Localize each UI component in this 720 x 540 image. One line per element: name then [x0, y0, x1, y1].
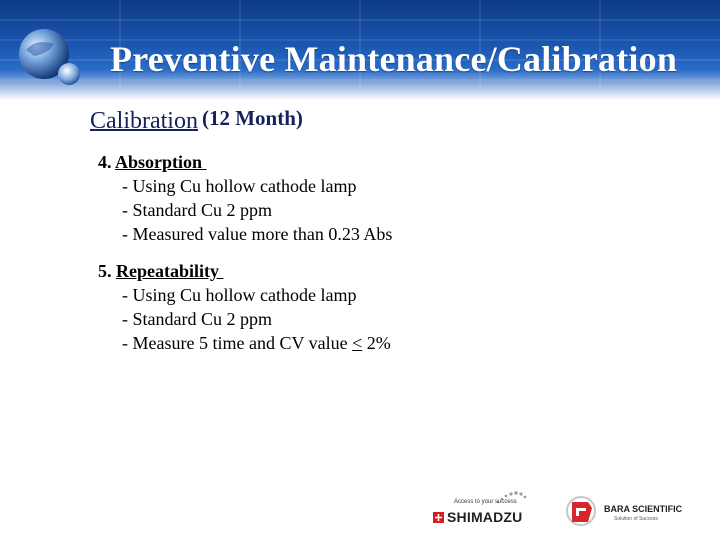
section-number: 5.: [98, 261, 112, 281]
bara-tagline: Solution of Success: [614, 516, 658, 522]
list-item-suffix: 2%: [362, 333, 391, 353]
list-item: - Standard Cu 2 ppm: [122, 200, 272, 220]
list-item: - Measured value more than 0.23 Abs: [122, 224, 393, 244]
section-title-text: Absorption: [115, 152, 203, 172]
section-title: [98, 150, 392, 174]
section-repeatability: [98, 259, 391, 355]
list-item: [98, 331, 391, 355]
slide-title: Preventive Maintenance/Calibration: [110, 39, 678, 79]
shimadzu-logo: [432, 490, 542, 526]
globe-icon: [14, 24, 84, 94]
list-item: - Standard Cu 2 ppm: [122, 309, 272, 329]
bara-wordmark: BARA SCIENTIFIC: [604, 504, 683, 514]
heading-main: Calibration: [90, 108, 198, 134]
less-than-symbol: <: [352, 333, 363, 353]
list-item-text: - Measure 5 time and CV value: [122, 333, 353, 353]
section-title: [98, 259, 391, 283]
bara-emblem-icon: [566, 494, 598, 528]
section-number: 4.: [98, 152, 112, 172]
section-title-text: Repeatability: [116, 261, 219, 281]
section-heading: [90, 108, 303, 135]
heading-subtitle: (12 Month): [201, 106, 303, 130]
list-item: - Using Cu hollow cathode lamp: [122, 176, 357, 196]
section-absorption: [98, 150, 392, 246]
shimadzu-wordmark: SHIMADZU: [447, 509, 523, 525]
list-item: - Using Cu hollow cathode lamp: [122, 285, 357, 305]
shimadzu-tagline: Access to your success: [454, 499, 517, 505]
bara-scientific-logo: [566, 494, 706, 530]
